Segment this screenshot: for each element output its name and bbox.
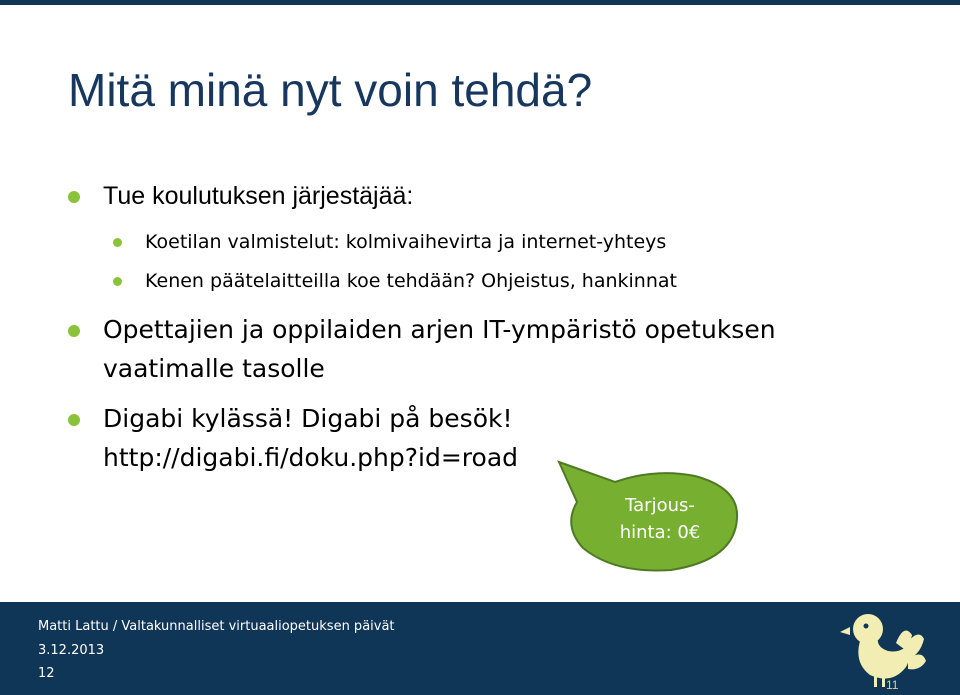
slide-title: Mitä minä nyt voin tehdä?: [68, 64, 593, 116]
footer: [0, 602, 960, 695]
bullet-tue-koulutuksen: Tue koulutuksen järjestäjää:: [103, 182, 414, 210]
footer-author: Matti Lattu / Valtakunnalliset virtuaaliopetuksen päivät: [38, 619, 395, 634]
top-bar: [0, 0, 960, 5]
sub-bullet-koetilan: Koetilan valmistelut: kolmivaihevirta ja internet-yhteys: [145, 231, 667, 253]
bullet-opettajien-line1: Opettajien ja oppilaiden arjen IT-ympäristö opetuksen: [103, 315, 776, 344]
callout-line1: Tarjous-: [625, 495, 695, 516]
digabi-url[interactable]: http://digabi.fi/doku.php?id=road: [103, 443, 519, 472]
bullet-digabi-line1: Digabi kylässä! Digabi på besök!: [103, 404, 513, 433]
callout-text: [600, 492, 720, 546]
sub-bullet-kenen: Kenen päätelaitteilla koe tehdään? Ohjeistus, hankinnat: [145, 270, 677, 292]
logo-number: 11: [886, 678, 899, 692]
bird-logo-icon: [838, 605, 928, 693]
footer-date: 3.12.2013: [38, 643, 105, 658]
price-callout: [555, 460, 745, 575]
callout-line2: hinta: 0€: [619, 522, 701, 543]
footer-page-number: 12: [38, 666, 55, 681]
bullet-opettajien-line2: vaatimalle tasolle: [103, 354, 325, 383]
